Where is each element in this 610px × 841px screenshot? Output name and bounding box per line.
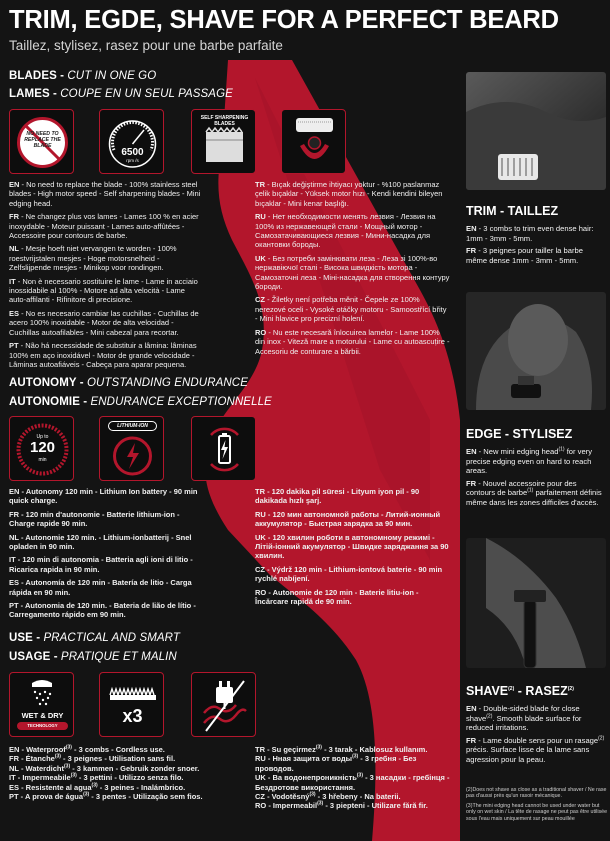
blades-en-paragraph: EN - No need to replace the blade - 100% stainless steel blades - High motor speed - Self sharpening blades - Mini edging head.	[9, 180, 201, 208]
usage-es-line: ES - Resistente al agua$^{(3)}$ - 3 peines - Inalámbrico.	[9, 782, 186, 792]
usage-tr-line: TR - Su geçirmez$^{(3)}$ - 3 tarak - Kablosuz kullanım.	[255, 744, 428, 754]
blades-text-left	[9, 180, 201, 369]
shave-title: SHAVE$^{(2)}$ - RASEZ$^{(2)}$	[466, 684, 574, 698]
usage-fr-line: FR - Étanche$^{(3)}$ - 3 peignes - Utilisation sans fil.	[9, 753, 176, 764]
blades-es-paragraph: ES - No es necesario cambiar las cuchillas - Cuchillas de acero 100% inoxidable - Motor de alta velocidad - Cuchillas autoafilables - Mini cabezal para recortar.	[9, 308, 199, 337]
runtime-gauge-icon	[9, 416, 74, 481]
autonomy-nl-paragraph: NL - Autonomie 120 min. - Lithium-ionbatterij - Snel opladen in 90 min.	[9, 532, 192, 552]
autonomy-fr-paragraph: FR - 120 min d'autonomie - Batterie lithium-ion - Charge rapide 90 min.	[9, 509, 180, 529]
runtime-minutes-value: 120	[29, 439, 56, 456]
footnotes	[466, 787, 608, 825]
autonomy-text-left	[9, 487, 204, 620]
usage-text-left	[9, 745, 209, 801]
usage-uk-line: UK - Ва водонепроникність$^{(3)}$ - 3 насадки - гребінця - Бездротове використання.	[255, 772, 450, 792]
cordless-plug-icon	[191, 672, 256, 737]
autonomy-en-paragraph: EN - Autonomy 120 min - Lithium Ion battery - 90 min quick charge.	[9, 487, 198, 506]
blades-it-paragraph: IT - Non è necessario sostituire le lame - Lame in acciaio inossidabile al 100% - Motore ad alta velocità - Lame auto-affilanti - Rifinitore di precisione.	[9, 276, 198, 305]
no-replace-blade-label: NO NEED TO REPLACE THE BLADE	[24, 131, 61, 149]
technology-label: TECHNOLOGY	[17, 722, 68, 730]
lithium-battery-icon	[99, 416, 164, 481]
autonomy-heading-en: AUTONOMY - OUTSTANDING ENDURANCE	[9, 377, 248, 389]
usage-nl-line: NL - Waterdicht$^{(3)}$ - 3 kammen - Gebruik zonder snoer.	[9, 763, 200, 773]
usage-cz-line: CZ - Vodotěsný$^{(3)}$ - 3 hřebeny - Na baterii.	[255, 791, 401, 802]
trim-photo	[466, 72, 606, 190]
mini-edging-head-icon	[281, 109, 346, 174]
wet-dry-shower-icon	[9, 672, 74, 737]
blades-heading-fr: LAMES - COUPE EN UN SEUL PASSAGE	[9, 88, 233, 100]
usage-heading-fr: USAGE - PRATIQUE ET MALIN	[9, 651, 177, 663]
edge-photo	[466, 292, 606, 410]
wet-dry-label: WET & DRY	[21, 711, 64, 720]
blades-nl-paragraph: NL - Mesje hoeft niet vervangen te worden - 100% roestvrijstalen mesjes - Hoge motorsnelheid - Zelfslijpende mesjes - Minikop voor rondingen.	[9, 244, 177, 273]
blades-cz-paragraph: CZ - Žiletky není potřeba měnit - Čepele ze 100% nerezové oceli - Vysoké otáčky motoru - Samoostřící břity - Mini hlavice pro precizní holení.	[255, 295, 447, 324]
trim-description: EN - 3 combs to trim even dense hair: 1mm - 3mm - 5mm. FR - 3 peignes pour tailler la barbe même dense 1mm - 3mm - 5mm.	[466, 224, 594, 265]
autonomy-text-right	[255, 487, 450, 606]
autonomy-pt-paragraph: PT - Autonomia de 120 min. - Bateria de lião de lítio - Carregamento rápido em 90 min.	[9, 601, 196, 620]
autonomy-ru-paragraph: RU - 120 мин автономной работы - Литий-ионный аккумулятор - Быстрая зарядка за 90 мин.	[255, 509, 441, 529]
autonomy-cz-paragraph: CZ - Výdrž 120 min - Lithium-iontová baterie - 90 min rychlé nabíjení.	[255, 564, 443, 584]
self-sharpening-label: SELF SHARPENING BLADES	[200, 115, 249, 127]
blades-fr-paragraph: FR - Ne changez plus vos lames - Lames 100 % en acier inoxydable - Moteur puissant - Lames auto-affûtées - Accessoire pour contours de barbe.	[9, 212, 199, 241]
shave-description: EN - Double-sided blade for close shave$^{(2)}$. Smooth blade surface for reduced irritations. FR - Lame double sens pour un rasage$^{(2)}$ précis. Surface lisse de la lame sans agression pour la peau.	[466, 704, 605, 764]
shave-photo	[466, 538, 606, 668]
page-subtitle: Taillez, stylisez, rasez pour une barbe parfaite	[9, 38, 283, 53]
autonomy-heading-fr: AUTONOMIE - ENDURANCE EXCEPTIONNELLE	[9, 396, 272, 408]
quick-charge-icon	[191, 416, 256, 481]
autonomy-uk-paragraph: UK - 120 хвилин роботи в автономному режимі - Літій-іонний акумулятор - Швидке заряджання за 90 хвилин.	[255, 532, 449, 561]
blades-text-right	[255, 180, 450, 356]
autonomy-ro-paragraph: RO - Autonomie de 120 min - Baterie litiu-ion - Încărcare rapidă de 90 min.	[255, 587, 419, 607]
blades-ro-paragraph: RO - Nu este necesară înlocuirea lamelor - Lame 100% din inox - Viteză mare a motorului - Lame cu autoascuțire - Accesoriu de conturare a bărbii.	[255, 327, 450, 356]
blades-uk-paragraph: UK - Без потреби замінювати леза - Леза зі 100%-во нержавіючої сталі - Висока швидкість мотора - Самозаточні леза - Міні-насадка для створення контуру бороди.	[255, 253, 450, 292]
trim-title: TRIM - TAILLEZ	[466, 204, 559, 218]
usage-ru-line: RU - Нная защита от воды$^{(3)}$ - 3 гребня - Без проводов.	[255, 753, 417, 773]
rpm-unit: rpm /s	[126, 158, 139, 163]
motor-speed-icon	[99, 109, 164, 174]
autonomy-tr-paragraph: TR - 120 dakika pil süresi - Lityum iyon pil - 90 dakikada hızlı şarj.	[255, 487, 420, 506]
usage-ro-line: RO - Impermeabil$^{(3)}$ - 3 piepteni - Utilizare fără fir.	[255, 800, 428, 811]
page-title: TRIM, EGDE, SHAVE FOR A PERFECT BEARD	[9, 6, 559, 34]
runtime-min-unit: min	[38, 457, 47, 463]
runtime-upto-label: Up to	[36, 434, 49, 440]
blades-tr-paragraph: TR - Bıçak değiştirme ihtiyacı yoktur - %100 paslanmaz çelik bıçaklar - Yüksek motor hızı - Kendi kendini bileyen bıçaklar - Mini kenar başlığı.	[255, 180, 443, 208]
blades-heading-en: BLADES - CUT IN ONE GO	[9, 70, 157, 82]
usage-text-right	[255, 745, 455, 811]
autonomy-it-paragraph: IT - 120 min di autonomia - Batteria agli ioni di litio - Ricarica rapida in 90 min.	[9, 555, 193, 574]
self-sharpening-icon	[191, 109, 256, 174]
usage-it-line: IT - Impermeabile$^{(3)}$ - 3 pettini - Utilizzo senza filo.	[9, 772, 184, 783]
usage-pt-line: PT - A prova de água$^{(3)}$ - 3 pentes - Utilização sem fios.	[9, 791, 203, 802]
blades-pt-paragraph: PT - Não há necessidade de substituir a lâmina: lâminas 100% em aço inoxidável - Motor de grande velocidade - Lâminas autoafiáveis - Cabeça para aparar pequena.	[9, 341, 197, 369]
lithium-ion-label: LITHIUM-ION	[108, 421, 157, 431]
footnote-2: (2)Does not shave as close as a traditional shaver / Ne rase pas d'aussi près qu'un rasoir mécanique.	[466, 787, 607, 800]
three-combs-icon	[99, 672, 164, 737]
edge-title: EDGE - STYLISEZ	[466, 427, 573, 441]
no-replace-blade-icon	[9, 109, 74, 174]
rpm-value: 6500	[121, 147, 144, 158]
edge-description: EN - New mini edging head$^{(1)}$ for very precise edging even on hard to reach areas. FR - Nouvel accessoire pour des contours de barbe$^{(1)}$ parfaitement définis même dans les zones difficiles d'accès.	[466, 446, 602, 507]
autonomy-es-paragraph: ES - Autonomía de 120 min - Batería de litio - Carga rápida en 90 min.	[9, 578, 192, 597]
combs-count: x3	[122, 706, 143, 726]
footnote-3: (3)The mini edging head cannot be used under water but only on wet skin / La tête de rasage ne peut pas être utilisée sous l'eau mais uniquement sur peau mouillée	[466, 802, 608, 822]
usage-heading-en: USE - PRACTICAL AND SMART	[9, 632, 180, 644]
usage-en-line: EN - Waterproof$^{(3)}$ - 3 combs - Cordless use.	[9, 744, 165, 754]
blades-ru-paragraph: RU - Нет необходимости менять лезвия - Лезвия на 100% из нержавеющей стали - Мощный мотор - Самозатачивающиеся лезвия - Мини-насадка для окантовки бороды.	[255, 212, 436, 250]
